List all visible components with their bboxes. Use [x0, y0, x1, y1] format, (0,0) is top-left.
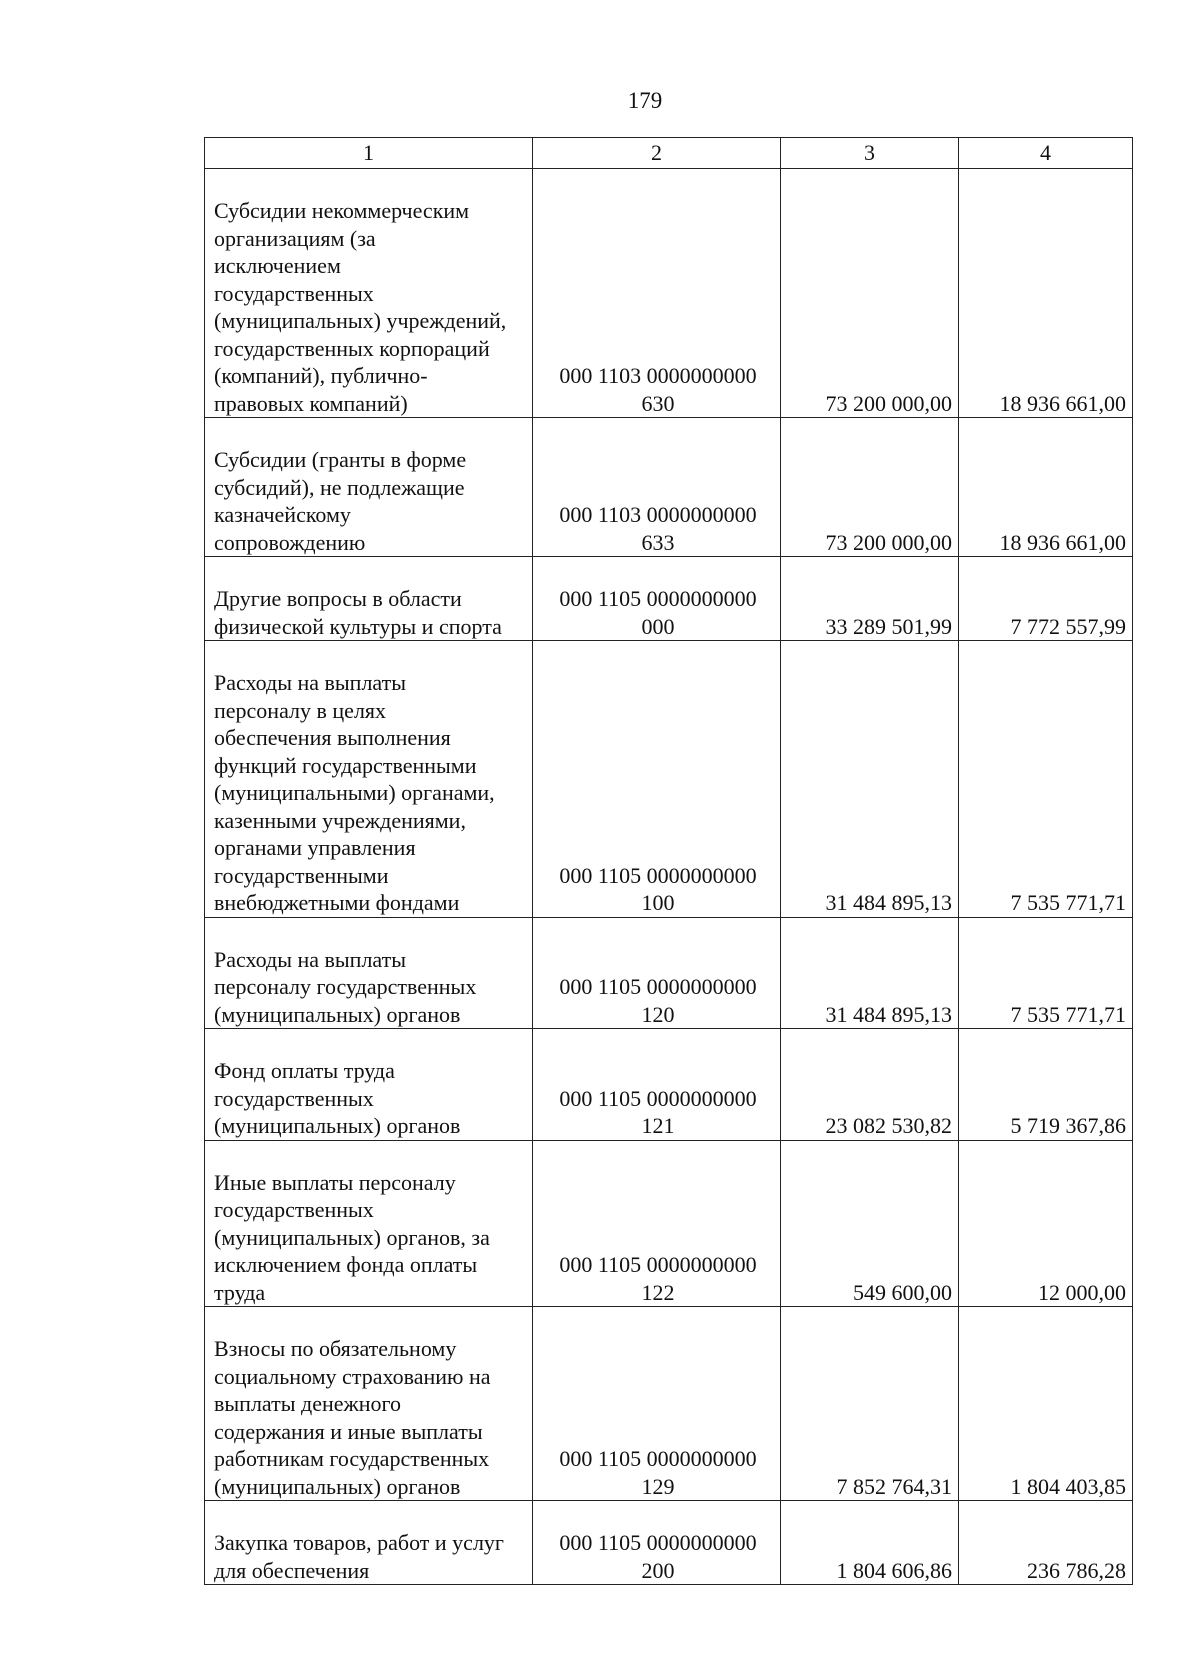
row-col3-value: 23 082 530,82	[781, 1029, 959, 1141]
row-col4-value: 236 786,28	[959, 1501, 1133, 1585]
row-name	[214, 557, 526, 640]
row-name-line: (муниципальных) органов	[214, 1113, 461, 1138]
row-name-line: (компаний), публично-	[214, 363, 428, 388]
row-name-line: Расходы на выплаты	[214, 670, 407, 695]
row-code-suffix: 633	[641, 529, 675, 555]
row-name-line: организациям (за	[214, 225, 376, 251]
row-name-line: (муниципальных) органов	[214, 1473, 461, 1499]
row-code-cell	[533, 418, 781, 557]
row-name-cell	[205, 917, 533, 1029]
row-name-line: Расходы на выплаты	[214, 946, 407, 972]
table-row	[205, 1307, 1133, 1501]
row-name-cell	[205, 169, 533, 418]
row-code: 000 1105 0000000000	[559, 1085, 757, 1111]
row-col4-value: 1 804 403,85	[959, 1307, 1133, 1501]
row-name-cell	[205, 418, 533, 557]
row-col4-value: 7 535 771,71	[959, 641, 1133, 918]
row-name-line: персоналу в целях	[214, 697, 387, 723]
row-name-line: Другие вопросы в области	[214, 586, 462, 611]
row-code: 000 1103 0000000000	[559, 363, 757, 388]
row-name-line: исключением	[214, 253, 341, 278]
row-name-line: государственными	[214, 862, 389, 888]
row-col3-value: 31 484 895,13	[781, 641, 959, 918]
header-row	[205, 138, 1133, 169]
row-name-line: обеспечения выполнения	[214, 725, 451, 750]
row-name-cell	[205, 557, 533, 641]
row-name-line: казенными учреждениями,	[214, 807, 466, 833]
row-name-line: функций государственными	[214, 752, 477, 778]
row-code-suffix: 000	[641, 613, 675, 639]
row-name	[214, 1501, 526, 1584]
table-row	[205, 1140, 1133, 1307]
row-name	[214, 1307, 526, 1500]
row-name-cell	[205, 641, 533, 918]
row-name-cell	[205, 1140, 533, 1307]
row-col3-value: 7 852 764,31	[781, 1307, 959, 1501]
column-header-2: 2	[533, 138, 781, 169]
row-name	[214, 169, 526, 417]
row-name-line: социальному страхованию на	[214, 1363, 491, 1389]
row-name-cell	[205, 1307, 533, 1501]
row-code-suffix: 129	[641, 1473, 675, 1499]
row-col3-value: 31 484 895,13	[781, 917, 959, 1029]
row-name-line: казначейскому	[214, 502, 351, 527]
row-name-line: Фонд оплаты труда	[214, 1058, 395, 1083]
row-name-line: государственных	[214, 280, 374, 306]
row-name-line: (муниципальных) органов	[214, 1001, 461, 1027]
row-code-cell	[533, 1501, 781, 1585]
column-header-1: 1	[205, 138, 533, 169]
row-name-line: субсидий), не подлежащие	[214, 474, 465, 500]
row-code: 000 1103 0000000000	[559, 502, 757, 527]
row-name-line: (муниципальных) органов, за	[214, 1224, 490, 1250]
row-code-cell	[533, 169, 781, 418]
row-code: 000 1105 0000000000	[559, 1530, 757, 1555]
table-row	[205, 917, 1133, 1029]
table-row	[205, 1029, 1133, 1141]
row-code-suffix: 200	[641, 1557, 675, 1583]
row-code-cell	[533, 641, 781, 918]
row-name-cell	[205, 1501, 533, 1585]
row-name-line: выплаты денежного	[214, 1391, 401, 1416]
row-col4-value: 5 719 367,86	[959, 1029, 1133, 1141]
page-number: 179	[627, 88, 663, 113]
row-code: 000 1105 0000000000	[559, 1446, 757, 1471]
row-name-line: государственных корпораций	[214, 335, 490, 361]
row-code-cell	[533, 557, 781, 641]
row-col4-value: 18 936 661,00	[959, 418, 1133, 557]
column-header-3: 3	[781, 138, 959, 169]
row-code-cell	[533, 1140, 781, 1307]
row-code: 000 1105 0000000000	[559, 586, 757, 611]
row-name-line: Взносы по обязательному	[214, 1336, 457, 1361]
row-name-line: Закупка товаров, работ и услуг	[214, 1530, 504, 1555]
row-name-line: сопровождению	[214, 529, 366, 555]
row-name-line: труда	[214, 1279, 266, 1305]
row-name-line: Иные выплаты персоналу	[214, 1169, 456, 1195]
row-col3-value: 33 289 501,99	[781, 557, 959, 641]
row-code-suffix: 121	[641, 1113, 675, 1138]
row-code-suffix: 100	[641, 890, 675, 915]
row-code-cell	[533, 1307, 781, 1501]
budget-table	[204, 137, 1133, 1585]
column-header-4: 4	[959, 138, 1133, 169]
row-col4-value: 7 535 771,71	[959, 917, 1133, 1029]
row-col4-value: 7 772 557,99	[959, 557, 1133, 641]
row-col4-value: 18 936 661,00	[959, 169, 1133, 418]
row-name-line: исключением фонда оплаты	[214, 1252, 478, 1277]
table-row	[205, 169, 1133, 418]
row-name-line: для обеспечения	[214, 1557, 370, 1583]
table-row	[205, 557, 1133, 641]
row-code: 000 1105 0000000000	[559, 974, 757, 999]
table-row	[205, 418, 1133, 557]
row-name-line: государственных	[214, 1197, 374, 1222]
row-name	[214, 418, 526, 556]
row-name-line: работникам государственных	[214, 1446, 490, 1471]
row-code: 000 1105 0000000000	[559, 1252, 757, 1277]
row-name	[214, 641, 526, 917]
row-name-line: государственных	[214, 1085, 374, 1111]
row-col3-value: 1 804 606,86	[781, 1501, 959, 1585]
row-col3-value: 73 200 000,00	[781, 169, 959, 418]
row-col3-value: 549 600,00	[781, 1140, 959, 1307]
row-col3-value: 73 200 000,00	[781, 418, 959, 557]
row-name-line: персоналу государственных	[214, 974, 477, 999]
row-code-suffix: 120	[641, 1001, 675, 1027]
row-name-line: содержания и иные выплаты	[214, 1418, 483, 1444]
row-col4-value: 12 000,00	[959, 1140, 1133, 1307]
row-name-line: физической культуры и спорта	[214, 613, 502, 639]
row-code-cell	[533, 917, 781, 1029]
row-code-suffix: 630	[641, 390, 675, 416]
row-name-line: внебюджетными фондами	[214, 890, 460, 915]
row-code-suffix: 122	[641, 1279, 675, 1305]
table-row	[205, 1501, 1133, 1585]
row-code-cell	[533, 1029, 781, 1141]
row-name-line: (муниципальных) учреждений,	[214, 308, 507, 333]
row-name	[214, 1141, 526, 1307]
row-name	[214, 1029, 526, 1140]
row-name-line: Субсидии некоммерческим	[214, 198, 470, 223]
row-name	[214, 918, 526, 1029]
row-name-line: (муниципальными) органами,	[214, 780, 495, 805]
row-name-line: органами управления	[214, 835, 416, 860]
row-code: 000 1105 0000000000	[559, 862, 757, 888]
row-name-cell	[205, 1029, 533, 1141]
row-name-line: Субсидии (гранты в форме	[214, 447, 467, 472]
table-row	[205, 641, 1133, 918]
row-name-line: правовых компаний)	[214, 390, 408, 416]
